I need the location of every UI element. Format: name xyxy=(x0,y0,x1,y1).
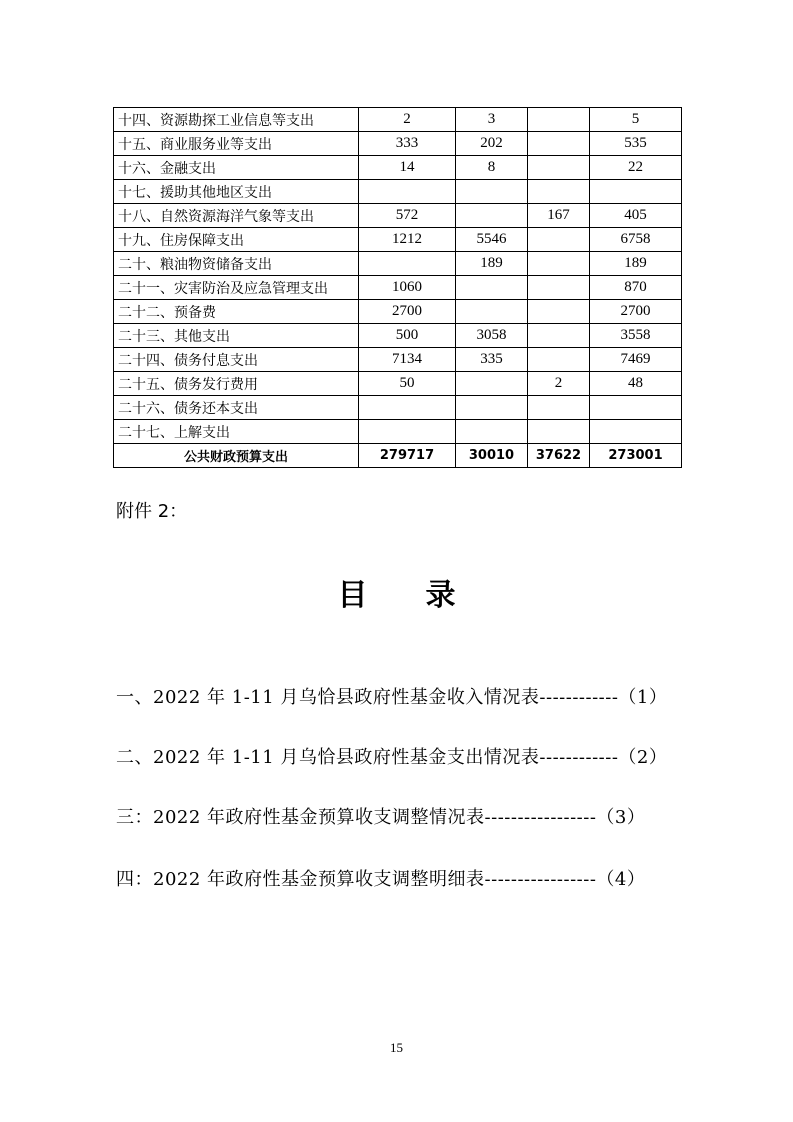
row-value-c3 xyxy=(528,108,590,132)
budget-table xyxy=(113,107,682,468)
row-value-c4: 189 xyxy=(590,252,682,276)
table-row xyxy=(114,276,682,300)
row-value-c2: 189 xyxy=(456,252,528,276)
row-value-c1: 572 xyxy=(359,204,456,228)
table-row xyxy=(114,156,682,180)
row-value-c2: 202 xyxy=(456,132,528,156)
total-c3: 37622 xyxy=(528,444,590,468)
toc-title: 目录 xyxy=(337,578,514,613)
row-value-c4: 870 xyxy=(590,276,682,300)
row-label: 十八、自然资源海洋气象等支出 xyxy=(114,204,359,228)
row-value-c1 xyxy=(359,396,456,420)
row-value-c4 xyxy=(590,180,682,204)
row-value-c3: 2 xyxy=(528,372,590,396)
row-value-c1: 1212 xyxy=(359,228,456,252)
table-row xyxy=(114,204,682,228)
table-row xyxy=(114,420,682,444)
table-row xyxy=(114,180,682,204)
row-value-c1: 333 xyxy=(359,132,456,156)
budget-table-body xyxy=(114,108,682,468)
total-c4: 273001 xyxy=(590,444,682,468)
toc-item[interactable]: 二、2022 年 1-11 月乌恰县政府性基金支出情况表------------（2） xyxy=(116,747,668,768)
row-value-c3 xyxy=(528,348,590,372)
total-label: 公共财政预算支出 xyxy=(114,444,359,468)
row-label: 二十二、预备费 xyxy=(114,300,359,324)
row-value-c3 xyxy=(528,420,590,444)
row-value-c4: 5 xyxy=(590,108,682,132)
row-value-c3 xyxy=(528,252,590,276)
row-value-c3 xyxy=(528,276,590,300)
row-value-c4: 405 xyxy=(590,204,682,228)
row-value-c2: 3 xyxy=(456,108,528,132)
table-row xyxy=(114,396,682,420)
row-value-c1: 50 xyxy=(359,372,456,396)
row-value-c4: 22 xyxy=(590,156,682,180)
row-value-c2 xyxy=(456,204,528,228)
row-value-c4 xyxy=(590,396,682,420)
table-row xyxy=(114,324,682,348)
row-value-c3 xyxy=(528,396,590,420)
row-value-c1 xyxy=(359,252,456,276)
row-value-c2: 335 xyxy=(456,348,528,372)
row-value-c2 xyxy=(456,396,528,420)
row-value-c2: 8 xyxy=(456,156,528,180)
row-value-c2 xyxy=(456,420,528,444)
row-label: 十七、援助其他地区支出 xyxy=(114,180,359,204)
total-c2: 30010 xyxy=(456,444,528,468)
table-row xyxy=(114,252,682,276)
table-row xyxy=(114,348,682,372)
table-total-row xyxy=(114,444,682,468)
row-label: 十五、商业服务业等支出 xyxy=(114,132,359,156)
row-value-c3 xyxy=(528,156,590,180)
row-value-c4: 48 xyxy=(590,372,682,396)
toc-item[interactable]: 一、2022 年 1-11 月乌恰县政府性基金收入情况表------------（1） xyxy=(116,687,668,708)
row-value-c2 xyxy=(456,180,528,204)
row-value-c1 xyxy=(359,420,456,444)
row-label: 二十四、债务付息支出 xyxy=(114,348,359,372)
toc-item[interactable]: 四：2022 年政府性基金预算收支调整明细表-----------------（4） xyxy=(116,869,646,890)
row-value-c4: 3558 xyxy=(590,324,682,348)
row-value-c1: 2 xyxy=(359,108,456,132)
toc-item[interactable]: 三：2022 年政府性基金预算收支调整情况表-----------------（3） xyxy=(116,807,646,828)
row-label: 二十一、灾害防治及应急管理支出 xyxy=(114,276,359,300)
row-label: 二十五、债务发行费用 xyxy=(114,372,359,396)
row-value-c3 xyxy=(528,180,590,204)
row-value-c1: 1060 xyxy=(359,276,456,300)
total-c1: 279717 xyxy=(359,444,456,468)
row-value-c3 xyxy=(528,324,590,348)
row-value-c2 xyxy=(456,372,528,396)
row-label: 二十三、其他支出 xyxy=(114,324,359,348)
row-label: 二十六、债务还本支出 xyxy=(114,396,359,420)
row-value-c1: 7134 xyxy=(359,348,456,372)
table-row xyxy=(114,228,682,252)
row-value-c3 xyxy=(528,300,590,324)
row-label: 十九、住房保障支出 xyxy=(114,228,359,252)
table-row xyxy=(114,300,682,324)
attachment-label: 附件 2： xyxy=(116,501,188,522)
table-row xyxy=(114,108,682,132)
row-value-c4: 2700 xyxy=(590,300,682,324)
row-value-c1 xyxy=(359,180,456,204)
row-label: 二十七、上解支出 xyxy=(114,420,359,444)
row-value-c3: 167 xyxy=(528,204,590,228)
row-value-c4 xyxy=(590,420,682,444)
row-value-c3 xyxy=(528,228,590,252)
row-value-c4: 535 xyxy=(590,132,682,156)
page-number: 15 xyxy=(390,1040,403,1055)
row-value-c1: 14 xyxy=(359,156,456,180)
table-row xyxy=(114,372,682,396)
row-label: 十四、资源勘探工业信息等支出 xyxy=(114,108,359,132)
row-value-c1: 2700 xyxy=(359,300,456,324)
row-value-c1: 500 xyxy=(359,324,456,348)
row-value-c4: 7469 xyxy=(590,348,682,372)
row-label: 二十、粮油物资储备支出 xyxy=(114,252,359,276)
table-row xyxy=(114,132,682,156)
row-value-c2: 5546 xyxy=(456,228,528,252)
row-value-c2 xyxy=(456,300,528,324)
row-label: 十六、金融支出 xyxy=(114,156,359,180)
row-value-c2 xyxy=(456,276,528,300)
row-value-c2: 3058 xyxy=(456,324,528,348)
row-value-c3 xyxy=(528,132,590,156)
row-value-c4: 6758 xyxy=(590,228,682,252)
